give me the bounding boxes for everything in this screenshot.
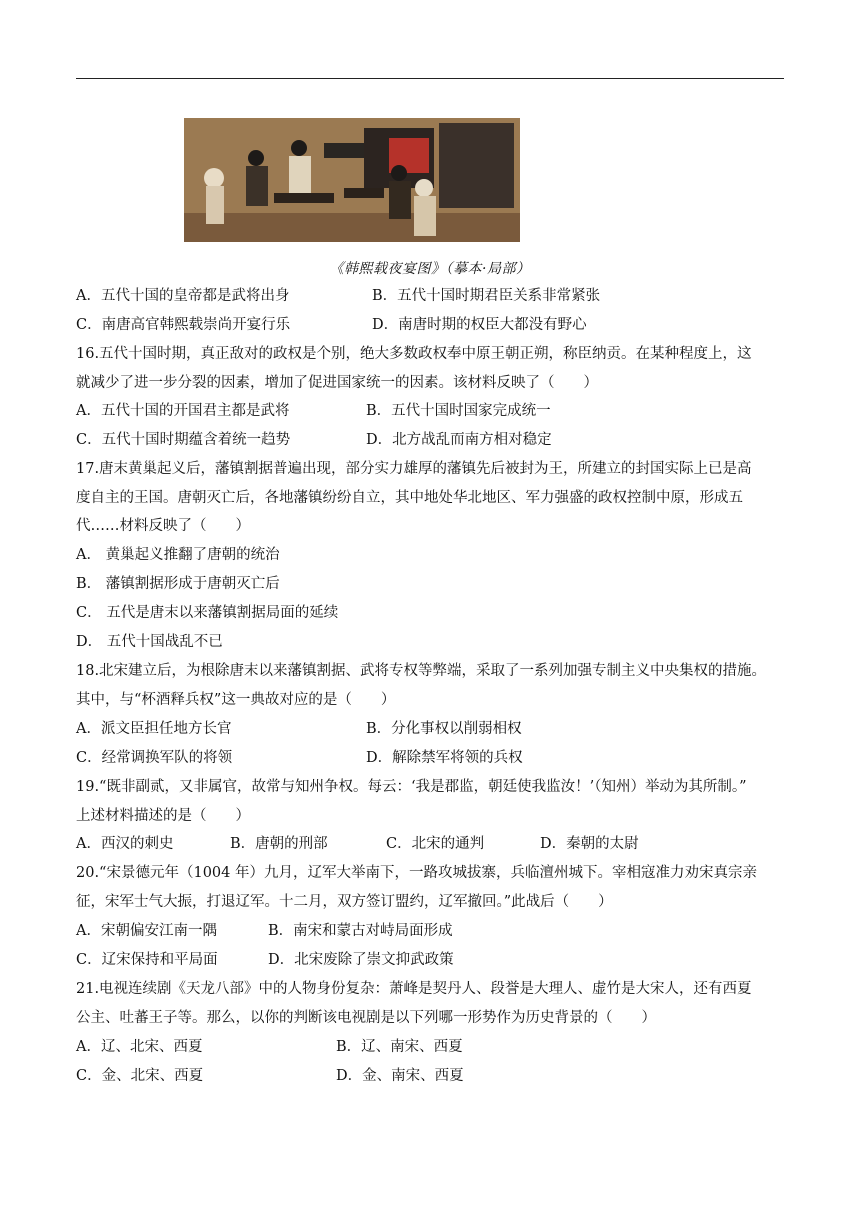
q15-option-a: A．五代十国的皇帝都是武将出身 bbox=[76, 288, 290, 304]
q17-option-d: D． 五代十国战乱不已 bbox=[76, 634, 223, 650]
q19-option-c: C．北宋的通判 bbox=[386, 836, 485, 852]
q20-option-c: C．辽宋保持和平局面 bbox=[76, 952, 218, 968]
image-caption: 《韩熙载夜宴图》（摹本·局部） bbox=[329, 261, 531, 277]
q16-stem-line-1: 16.五代十国时期，真正敌对的政权是个别，绝大多数政权奉中原王朝正朔，称臣纳贡。在某种程度上，这 bbox=[76, 346, 752, 362]
q17-option-b: B． 藩镇割据形成于唐朝灭亡后 bbox=[76, 576, 280, 592]
q21-option-b: B．辽、南宋、西夏 bbox=[336, 1039, 463, 1055]
q16-option-b: B．五代十国时国家完成统一 bbox=[366, 403, 551, 419]
q18-option-a: A．派文臣担任地方长官 bbox=[76, 721, 232, 737]
q20-stem-line-2: 征，宋军士气大振，打退辽军。十二月，双方签订盟约，辽军撤回。”此战后（ ） bbox=[76, 894, 613, 910]
q17-option-a: A． 黄巢起义推翻了唐朝的统治 bbox=[76, 547, 280, 563]
q19-option-a: A．西汉的刺史 bbox=[76, 836, 174, 852]
q16-option-d: D．北方战乱而南方相对稳定 bbox=[366, 432, 552, 448]
q21-stem-line-1: 21.电视连续剧《天龙八部》中的人物身份复杂：萧峰是契丹人、段誉是大理人、虚竹是大宋人，还有西夏 bbox=[76, 981, 752, 997]
q21-option-d: D．金、南宋、西夏 bbox=[336, 1068, 464, 1084]
q17-option-c: C． 五代是唐末以来藩镇割据局面的延续 bbox=[76, 605, 339, 621]
q16-stem-line-2: 就减少了进一步分裂的因素，增加了促进国家统一的因素。该材料反映了（ ） bbox=[76, 375, 598, 391]
q19-option-d: D．秦朝的太尉 bbox=[540, 836, 639, 852]
q17-stem-line-1: 17.唐末黄巢起义后，藩镇割据普遍出现，部分实力雄厚的藩镇先后被封为王，所建立的封国实际上已是高 bbox=[76, 461, 752, 477]
q15-option-d: D．南唐时期的权臣大都没有野心 bbox=[372, 317, 587, 333]
q20-stem-line-1: 20.“宋景德元年（1004 年）九月，辽军大举南下，一路攻城拔寨，兵临澶州城下。宰相寇准力劝宋真宗亲 bbox=[76, 865, 757, 881]
header-rule bbox=[76, 78, 784, 79]
q20-option-a: A．宋朝偏安江南一隅 bbox=[76, 923, 217, 939]
q21-option-c: C．金、北宋、西夏 bbox=[76, 1068, 204, 1084]
q18-option-c: C．经常调换军队的将领 bbox=[76, 750, 233, 766]
q15-option-c: C．南唐高官韩熙载崇尚开宴行乐 bbox=[76, 317, 291, 333]
q21-option-a: A．辽、北宋、西夏 bbox=[76, 1039, 203, 1055]
q16-option-c: C．五代十国时期蕴含着统一趋势 bbox=[76, 432, 291, 448]
q20-option-d: D．北宋废除了崇文抑武政策 bbox=[268, 952, 454, 968]
q15-option-b: B．五代十国时期君臣关系非常紧张 bbox=[372, 288, 601, 304]
q18-option-d: D．解除禁军将领的兵权 bbox=[366, 750, 523, 766]
painting-image bbox=[184, 118, 520, 242]
q18-option-b: B．分化事权以削弱相权 bbox=[366, 721, 522, 737]
q19-option-b: B．唐朝的刑部 bbox=[230, 836, 328, 852]
q18-stem-line-2: 其中，与“杯酒释兵权”这一典故对应的是（ ） bbox=[76, 692, 396, 708]
q16-option-a: A．五代十国的开国君主都是武将 bbox=[76, 403, 290, 419]
q19-stem-line-2: 上述材料描述的是（ ） bbox=[76, 808, 250, 824]
q21-stem-line-2: 公主、吐蕃王子等。那么，以你的判断该电视剧是以下列哪一形势作为历史背景的（ ） bbox=[76, 1010, 656, 1026]
q17-stem-line-2: 度自主的王国。唐朝灭亡后，各地藩镇纷纷自立，其中地处华北地区、军力强盛的政权控制中原，形成五 bbox=[76, 490, 743, 506]
q19-stem-line-1: 19.“既非副贰，又非属官，故常与知州争权。每云：‘我是郡监，朝廷使我监汝！’（知州）举动为其所制。” bbox=[76, 779, 747, 795]
q18-stem-line-1: 18.北宋建立后，为根除唐末以来藩镇割据、武将专权等弊端，采取了一系列加强专制主义中央集权的措施。 bbox=[76, 663, 767, 679]
q20-option-b: B．南宋和蒙古对峙局面形成 bbox=[268, 923, 453, 939]
q17-stem-line-3: 代……材料反映了（ ） bbox=[76, 518, 250, 534]
